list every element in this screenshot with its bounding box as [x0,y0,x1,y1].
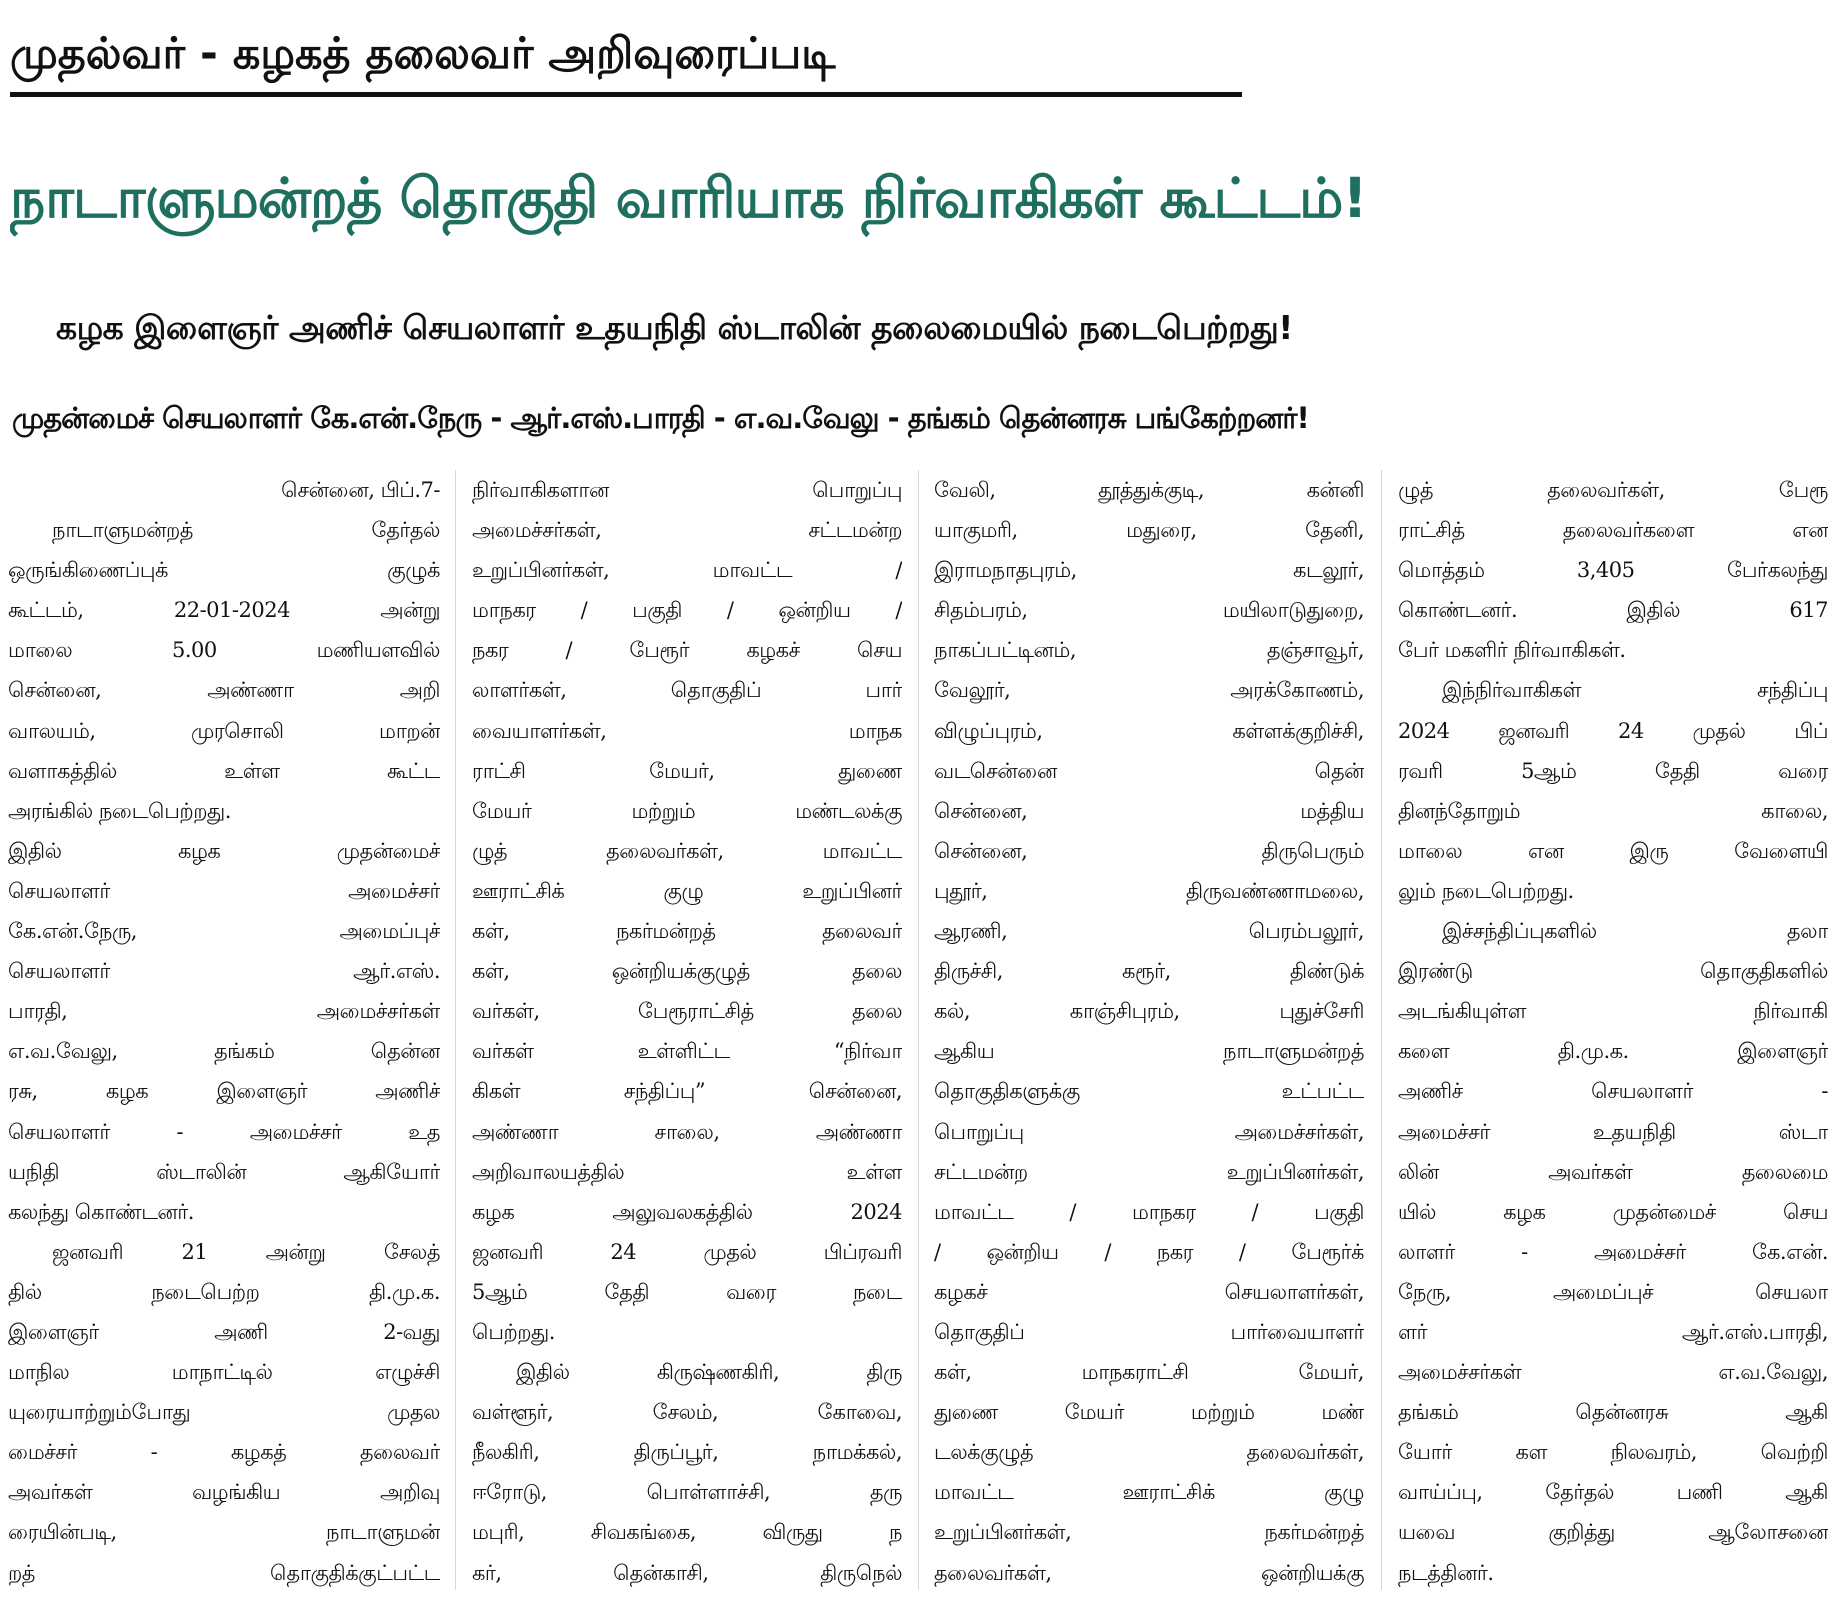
article-line: திருச்சி, கரூர், திண்டுக் [934,959,1364,984]
article-line: ஈரோடு, பொள்ளாச்சி, தரு [472,1480,902,1505]
article-line: யவை குறித்து ஆலோசனை [1398,1520,1828,1545]
article-column-3 [934,470,1364,1600]
article-line: மாலை 5.00 மணியளவில் [8,638,440,663]
column-divider [918,470,919,1590]
article-line: மபுரி, சிவகங்கை, விருது ந [472,1520,902,1545]
main-headline: நாடாளுமன்றத் தொகுதி வாரியாக நிர்வாகிகள் கூட்டம்! [10,166,1367,230]
article-line: ளர் ஆர்.எஸ்.பாரதி, [1398,1319,1828,1344]
article-line: வேலூர், அரக்கோணம், [934,678,1364,703]
article-line: கல், காஞ்சிபுரம், புதுச்சேரி [934,999,1364,1024]
kicker-heading: முதல்வர் - கழகத் தலைவர் அறிவுரைப்படி [10,29,836,79]
article-line: ஆரணி, பெரம்பலூர், [934,919,1364,944]
article-line: சிதம்பரம், மயிலாடுதுறை, [934,598,1364,623]
article-line: ழுத் தலைவர்கள், பேரூ [1398,478,1828,502]
article-line: வடசென்னை தென் [934,758,1364,783]
article-line: அண்ணா சாலை, அண்ணா [472,1119,902,1144]
article-line: அறிவாலயத்தில் உள்ள [472,1159,902,1184]
article-line: இச்சந்திப்புகளில் தலா [1442,919,1828,944]
article-line: செயலாளர் அமைச்சர் [8,878,440,903]
article-line: ராட்சி மேயர், துணை [472,758,902,783]
article-line: ரையின்படி, நாடாளுமன் [8,1520,440,1545]
article-line: / ஒன்றிய / நகர / பேரூர்க் [934,1239,1364,1264]
article-line: நிர்வாகிகளான பொறுப்பு [472,478,902,502]
article-line: மாவட்ட ஊராட்சிக் குழு [934,1480,1364,1505]
article-line: ராட்சித் தலைவர்களை என [1398,518,1828,543]
article-line: சென்னை, மத்திய [934,798,1364,823]
article-line: கே.என்.நேரு, அமைப்புச் [8,919,440,944]
article-line: துணை மேயர் மற்றும் மண் [934,1400,1364,1425]
article-line: செயலாளர் - அமைச்சர் உத [8,1119,440,1144]
article-line: ஊராட்சிக் குழு உறுப்பினர் [472,878,902,903]
article-line: அமைச்சர்கள் எ.வ.வேலு, [1398,1360,1828,1385]
article-line: உறுப்பினர்கள், நகர்மன்றத் [934,1520,1364,1545]
kicker-underline [10,92,1242,97]
article-line: இளைஞர் அணி 2-வது [8,1319,440,1344]
article-line: வளாகத்தில் உள்ள கூட்ட [8,758,440,783]
article-line: களை தி.மு.க. இளைஞர் [1398,1039,1828,1064]
article-line: அமைச்சர்கள், சட்டமன்ற [472,518,902,543]
article-line: ஆகிய நாடாளுமன்றத் [934,1039,1364,1064]
article-line: உறுப்பினர்கள், மாவட்ட / [472,558,902,583]
article-line: 5ஆம் தேதி வரை நடை [472,1279,902,1304]
article-line: டலக்குழுத் தலைவர்கள், [934,1440,1364,1465]
article-line: யாகுமரி, மதுரை, தேனி, [934,518,1364,543]
article-line: நாகப்பட்டினம், தஞ்சாவூர், [934,638,1364,663]
article-line: லின் அவர்கள் தலைமை [1398,1159,1828,1184]
article-line: கள், ஒன்றியக்குழுத் தலை [472,959,902,984]
article-line: பாரதி, அமைச்சர்கள் [8,999,440,1024]
article-line: ரவரி 5ஆம் தேதி வரை [1398,758,1828,783]
article-line: லும் நடைபெற்றது. [1398,878,1574,903]
article-line: நீலகிரி, திருப்பூர், நாமக்கல், [472,1440,902,1465]
article-line: லாளர் - அமைச்சர் கே.என். [1398,1239,1828,1264]
article-line: தினந்தோறும் காலை, [1398,798,1828,823]
article-line: அரங்கில் நடைபெற்றது. [8,798,231,823]
article-line: மாவட்ட / மாநகர / பகுதி [934,1199,1364,1224]
article-line: சென்னை, பிப்.7- [281,478,440,502]
article-line: மேயர் மற்றும் மண்டலக்கு [472,798,902,823]
article-line: ழுத் தலைவர்கள், மாவட்ட [472,838,902,863]
article-line: மைச்சர் - கழகத் தலைவர் [8,1440,440,1465]
article-line: மாநில மாநாட்டில் எழுச்சி [8,1360,440,1385]
column-divider [455,470,456,1590]
article-column-1 [8,470,440,1600]
article-line: கொண்டனர். இதில் 617 [1398,598,1828,623]
article-line: கர், தென்காசி, திருநெல் [472,1560,902,1585]
article-line: நாடாளுமன்றத் தேர்தல் [52,518,440,543]
article-line: கழக அலுவலகத்தில் 2024 [472,1199,902,1224]
article-line: சென்னை, அண்ணா அறி [8,678,440,703]
article-line: புதூர், திருவண்ணாமலை, [934,878,1364,903]
article-column-2 [472,470,902,1600]
article-line: தலைவர்கள், ஒன்றியக்கு [934,1560,1364,1585]
article-line: இந்நிர்வாகிகள் சந்திப்பு [1442,678,1828,703]
article-line: வர்கள் உள்ளிட்ட “நிர்வா [472,1039,902,1064]
article-line: யுரையாற்றும்போது முதல [8,1400,440,1425]
subheading-1: கழக இளைஞர் அணிச் செயலாளர் உதயநிதி ஸ்டாலின் தலைமையில் நடைபெற்றது! [56,308,1293,347]
article-line: தொகுதிப் பார்வையாளர் [934,1319,1364,1344]
article-line: தில் நடைபெற்ற தி.மு.க. [8,1279,440,1304]
article-line: கழகச் செயலாளர்கள், [934,1279,1364,1304]
article-line: ஜனவரி 21 அன்று சேலத் [52,1239,440,1264]
article-line: யோர் கள நிலவரம், வெற்றி [1398,1440,1828,1465]
article-line: 2024 ஜனவரி 24 முதல் பிப் [1398,718,1828,743]
article-line: அணிச் செயலாளர் - [1398,1079,1828,1104]
column-divider [1381,470,1382,1590]
article-line: மாநகர / பகுதி / ஒன்றிய / [472,598,902,623]
article-line: அடங்கியுள்ள நிர்வாகி [1398,999,1828,1024]
article-line: தொகுதிகளுக்கு உட்பட்ட [934,1079,1364,1104]
article-line: வாய்ப்பு, தேர்தல் பணி ஆகி [1398,1480,1828,1505]
article-line: றத் தொகுதிக்குட்பட்ட [8,1560,440,1585]
article-line: யநிதி ஸ்டாலின் ஆகியோர் [8,1159,440,1184]
article-line: நகர / பேரூர் கழகச் செய [472,638,902,663]
article-line: ஜனவரி 24 முதல் பிப்ரவரி [472,1239,902,1264]
article-line: எ.வ.வேலு, தங்கம் தென்ன [8,1039,440,1064]
article-line: வேலி, தூத்துக்குடி, கன்னி [934,478,1364,502]
article-line: நடத்தினர். [1398,1560,1494,1585]
article-line: மாலை என இரு வேளையி [1398,838,1828,863]
article-column-4 [1398,470,1828,1600]
article-line: கள், மாநகராட்சி மேயர், [934,1360,1364,1385]
article-line: இதில் கிருஷ்ணகிரி, திரு [516,1360,902,1385]
article-line: ரசு, கழக இளைஞர் அணிச் [8,1079,440,1104]
article-line: கிகள் சந்திப்பு” சென்னை, [472,1079,902,1104]
article-line: கலந்து கொண்டனர். [8,1199,194,1224]
article-line: சட்டமன்ற உறுப்பினர்கள், [934,1159,1364,1184]
article-line: பேர் மகளிர் நிர்வாகிகள். [1398,638,1626,663]
article-line: விழுப்புரம், கள்ளக்குறிச்சி, [934,718,1364,743]
article-line: இரண்டு தொகுதிகளில் [1398,959,1828,984]
article-line: தங்கம் தென்னரசு ஆகி [1398,1400,1828,1425]
article-line: நேரு, அமைப்புச் செயலா [1398,1279,1828,1304]
article-line: மொத்தம் 3,405 பேர்கலந்து [1398,558,1828,583]
article-line: பெற்றது. [472,1319,555,1344]
article-line: செயலாளர் ஆர்.எஸ். [8,959,440,984]
article-line: கள், நகர்மன்றத் தலைவர் [472,919,902,944]
article-line: லாளர்கள், தொகுதிப் பார் [472,678,902,703]
article-line: யில் கழக முதன்மைச் செய [1398,1199,1828,1224]
article-line: வள்ளூர், சேலம், கோவை, [472,1400,902,1425]
article-line: வர்கள், பேரூராட்சித் தலை [472,999,902,1024]
article-line: அவர்கள் வழங்கிய அறிவு [8,1480,440,1505]
article-line: அமைச்சர் உதயநிதி ஸ்டா [1398,1119,1828,1144]
article-line: வாலயம், முரசொலி மாறன் [8,718,440,743]
subheading-2: முதன்மைச் செயலாளர் கே.என்.நேரு - ஆர்.எஸ்.பாரதி - எ.வ.வேலு - தங்கம் தென்னரசு பங்கேற்றனர்! [12,401,1309,435]
article-line: சென்னை, திருபெரும் [934,838,1364,863]
article-line: ஒருங்கிணைப்புக் குழுக் [8,558,440,583]
article-line: கூட்டம், 22-01-2024 அன்று [8,598,440,623]
article-line: இதில் கழக முதன்மைச் [8,838,440,863]
article-line: வையாளர்கள், மாநக [472,718,902,743]
article-line: பொறுப்பு அமைச்சர்கள், [934,1119,1364,1144]
article-line: இராமநாதபுரம், கடலூர், [934,558,1364,583]
